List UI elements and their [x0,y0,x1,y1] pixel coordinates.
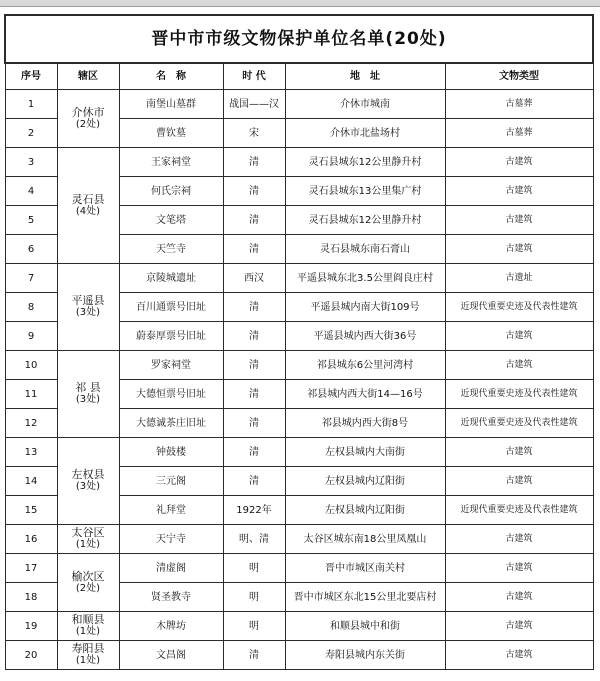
site-address: 祁县城东6公里河湾村 [285,351,445,380]
site-name: 文昌阁 [119,641,223,670]
site-era: 明 [223,583,285,612]
site-address: 左权县城内大南街 [285,438,445,467]
row-number: 18 [5,583,57,612]
site-type: 古建筑 [445,612,593,641]
site-address: 晋中市城区南关村 [285,554,445,583]
district-count: (3处) [75,481,101,492]
site-era: 清 [223,351,285,380]
site-address: 寿阳县城内东关街 [285,641,445,670]
site-era: 明 [223,554,285,583]
district-cell [57,525,119,554]
site-era: 清 [223,293,285,322]
row-number: 6 [5,235,57,264]
site-name: 三元阁 [119,467,223,496]
site-name: 王家祠堂 [119,148,223,177]
site-era: 明、清 [223,525,285,554]
site-type: 古遗址 [445,264,593,293]
district-name: 介休市 [71,105,105,119]
site-era: 清 [223,322,285,351]
site-era: 清 [223,235,285,264]
site-type: 古建筑 [445,554,593,583]
header-row [5,63,593,90]
site-type: 古建筑 [445,438,593,467]
row-number: 5 [5,206,57,235]
table-row [5,351,593,380]
site-name: 百川通票号旧址 [119,293,223,322]
site-address: 灵石县城东13公里集广村 [285,177,445,206]
site-address: 太谷区城东南18公里凤凰山 [285,525,445,554]
site-address: 祁县城内西大街14—16号 [285,380,445,409]
table-row [5,438,593,467]
site-address: 灵石县城东12公里静升村 [285,148,445,177]
district-name: 太谷区 [71,526,105,539]
site-address: 和顺县城中和街 [285,612,445,641]
site-address: 左权县城内辽阳街 [285,496,445,525]
row-number: 2 [5,119,57,148]
site-era: 宋 [223,119,285,148]
table-row [5,264,593,293]
table-row [5,525,593,554]
site-era: 明 [223,612,285,641]
row-number: 16 [5,525,57,554]
site-era: 1922年 [223,496,285,525]
row-number: 12 [5,409,57,438]
site-era: 清 [223,467,285,496]
site-type: 古建筑 [445,235,593,264]
site-era: 西汉 [223,264,285,293]
district-cell [57,438,119,525]
site-name: 钟鼓楼 [119,438,223,467]
district-name: 左权县 [71,468,105,481]
site-type: 古建筑 [445,351,593,380]
site-type: 古墓葬 [445,90,593,119]
site-era: 清 [223,409,285,438]
district-count: (1处) [75,655,101,666]
row-number: 13 [5,438,57,467]
site-name: 蔚泰厚票号旧址 [119,322,223,351]
site-type: 古建筑 [445,322,593,351]
site-type: 近现代重要史迹及代表性建筑 [445,380,593,409]
header-name: 名 称 [119,63,223,90]
header-address: 地 址 [285,63,445,90]
site-type: 近现代重要史迹及代表性建筑 [445,409,593,438]
district-count: (2处) [75,118,101,130]
site-era: 清 [223,641,285,670]
site-address: 平遥县城东北3.5公里阎良庄村 [285,264,445,293]
row-number: 20 [5,641,57,670]
row-number: 17 [5,554,57,583]
site-era: 战国——汉 [223,90,285,119]
document-sheet [4,14,592,670]
district-cell [57,264,119,351]
district-count: (1处) [75,626,101,637]
district-name: 榆次区 [71,569,105,583]
row-number: 15 [5,496,57,525]
district-count: (2处) [75,582,101,594]
page-title: 晋中市市级文物保护单位名单(20处) [5,15,593,63]
header-district: 辖区 [57,63,119,90]
site-address: 介休市北盐场村 [285,119,445,148]
table-row [5,612,593,641]
site-name: 何氏宗祠 [119,177,223,206]
site-type: 近现代重要史迹及代表性建筑 [445,293,593,322]
site-era: 清 [223,206,285,235]
row-number: 14 [5,467,57,496]
district-name: 祁 县 [75,381,101,394]
site-era: 清 [223,148,285,177]
district-cell [57,612,119,641]
top-edge-bar [0,0,600,7]
row-number: 19 [5,612,57,641]
district-cell [57,148,119,264]
district-count: (3处) [75,394,101,405]
site-type: 古建筑 [445,206,593,235]
district-cell [57,351,119,438]
district-name: 和顺县 [71,613,105,626]
site-type: 近现代重要史迹及代表性建筑 [445,496,593,525]
site-type: 古建筑 [445,641,593,670]
header-era: 时 代 [223,63,285,90]
site-name: 大德诚茶庄旧址 [119,409,223,438]
district-name: 灵石县 [71,192,105,206]
site-address: 祁县城内西大街8号 [285,409,445,438]
site-era: 清 [223,380,285,409]
site-name: 礼拜堂 [119,496,223,525]
site-type: 古建筑 [445,148,593,177]
table-row [5,90,593,119]
row-number: 3 [5,148,57,177]
site-name: 清虚阁 [119,554,223,583]
district-cell [57,554,119,612]
row-number: 1 [5,90,57,119]
heritage-table [4,14,594,670]
site-name: 曹钦墓 [119,119,223,148]
district-cell [57,641,119,670]
site-address: 灵石县城东南石膏山 [285,235,445,264]
site-address: 平遥县城内南大街109号 [285,293,445,322]
row-number: 4 [5,177,57,206]
header-no: 序号 [5,63,57,90]
site-name: 贤圣教寺 [119,583,223,612]
row-number: 10 [5,351,57,380]
table-row [5,554,593,583]
district-count: (3处) [75,307,101,318]
district-count: (4处) [75,205,101,217]
district-count: (1处) [75,539,101,550]
row-number: 11 [5,380,57,409]
site-address: 平遥县城内西大街36号 [285,322,445,351]
site-address: 晋中市城区东北15公里北要店村 [285,583,445,612]
row-number: 9 [5,322,57,351]
site-name: 天竺寺 [119,235,223,264]
site-name: 文笔塔 [119,206,223,235]
site-type: 古建筑 [445,525,593,554]
table-row [5,148,593,177]
site-type: 古建筑 [445,467,593,496]
site-name: 大德恒票号旧址 [119,380,223,409]
site-name: 京陵城遗址 [119,264,223,293]
site-address: 左权县城内辽阳街 [285,467,445,496]
site-type: 古墓葬 [445,119,593,148]
row-number: 8 [5,293,57,322]
site-address: 介休市城南 [285,90,445,119]
site-name: 木牌坊 [119,612,223,641]
site-type: 古建筑 [445,177,593,206]
site-era: 清 [223,438,285,467]
site-name: 天宁寺 [119,525,223,554]
header-type: 文物类型 [445,63,593,90]
table-row [5,641,593,670]
row-number: 7 [5,264,57,293]
district-name: 平遥县 [71,294,105,307]
site-type: 古建筑 [445,583,593,612]
site-name: 南堡山墓群 [119,90,223,119]
site-name: 罗家祠堂 [119,351,223,380]
site-address: 灵石县城东12公里静升村 [285,206,445,235]
district-name: 寿阳县 [71,642,105,655]
district-cell [57,90,119,148]
site-era: 清 [223,177,285,206]
